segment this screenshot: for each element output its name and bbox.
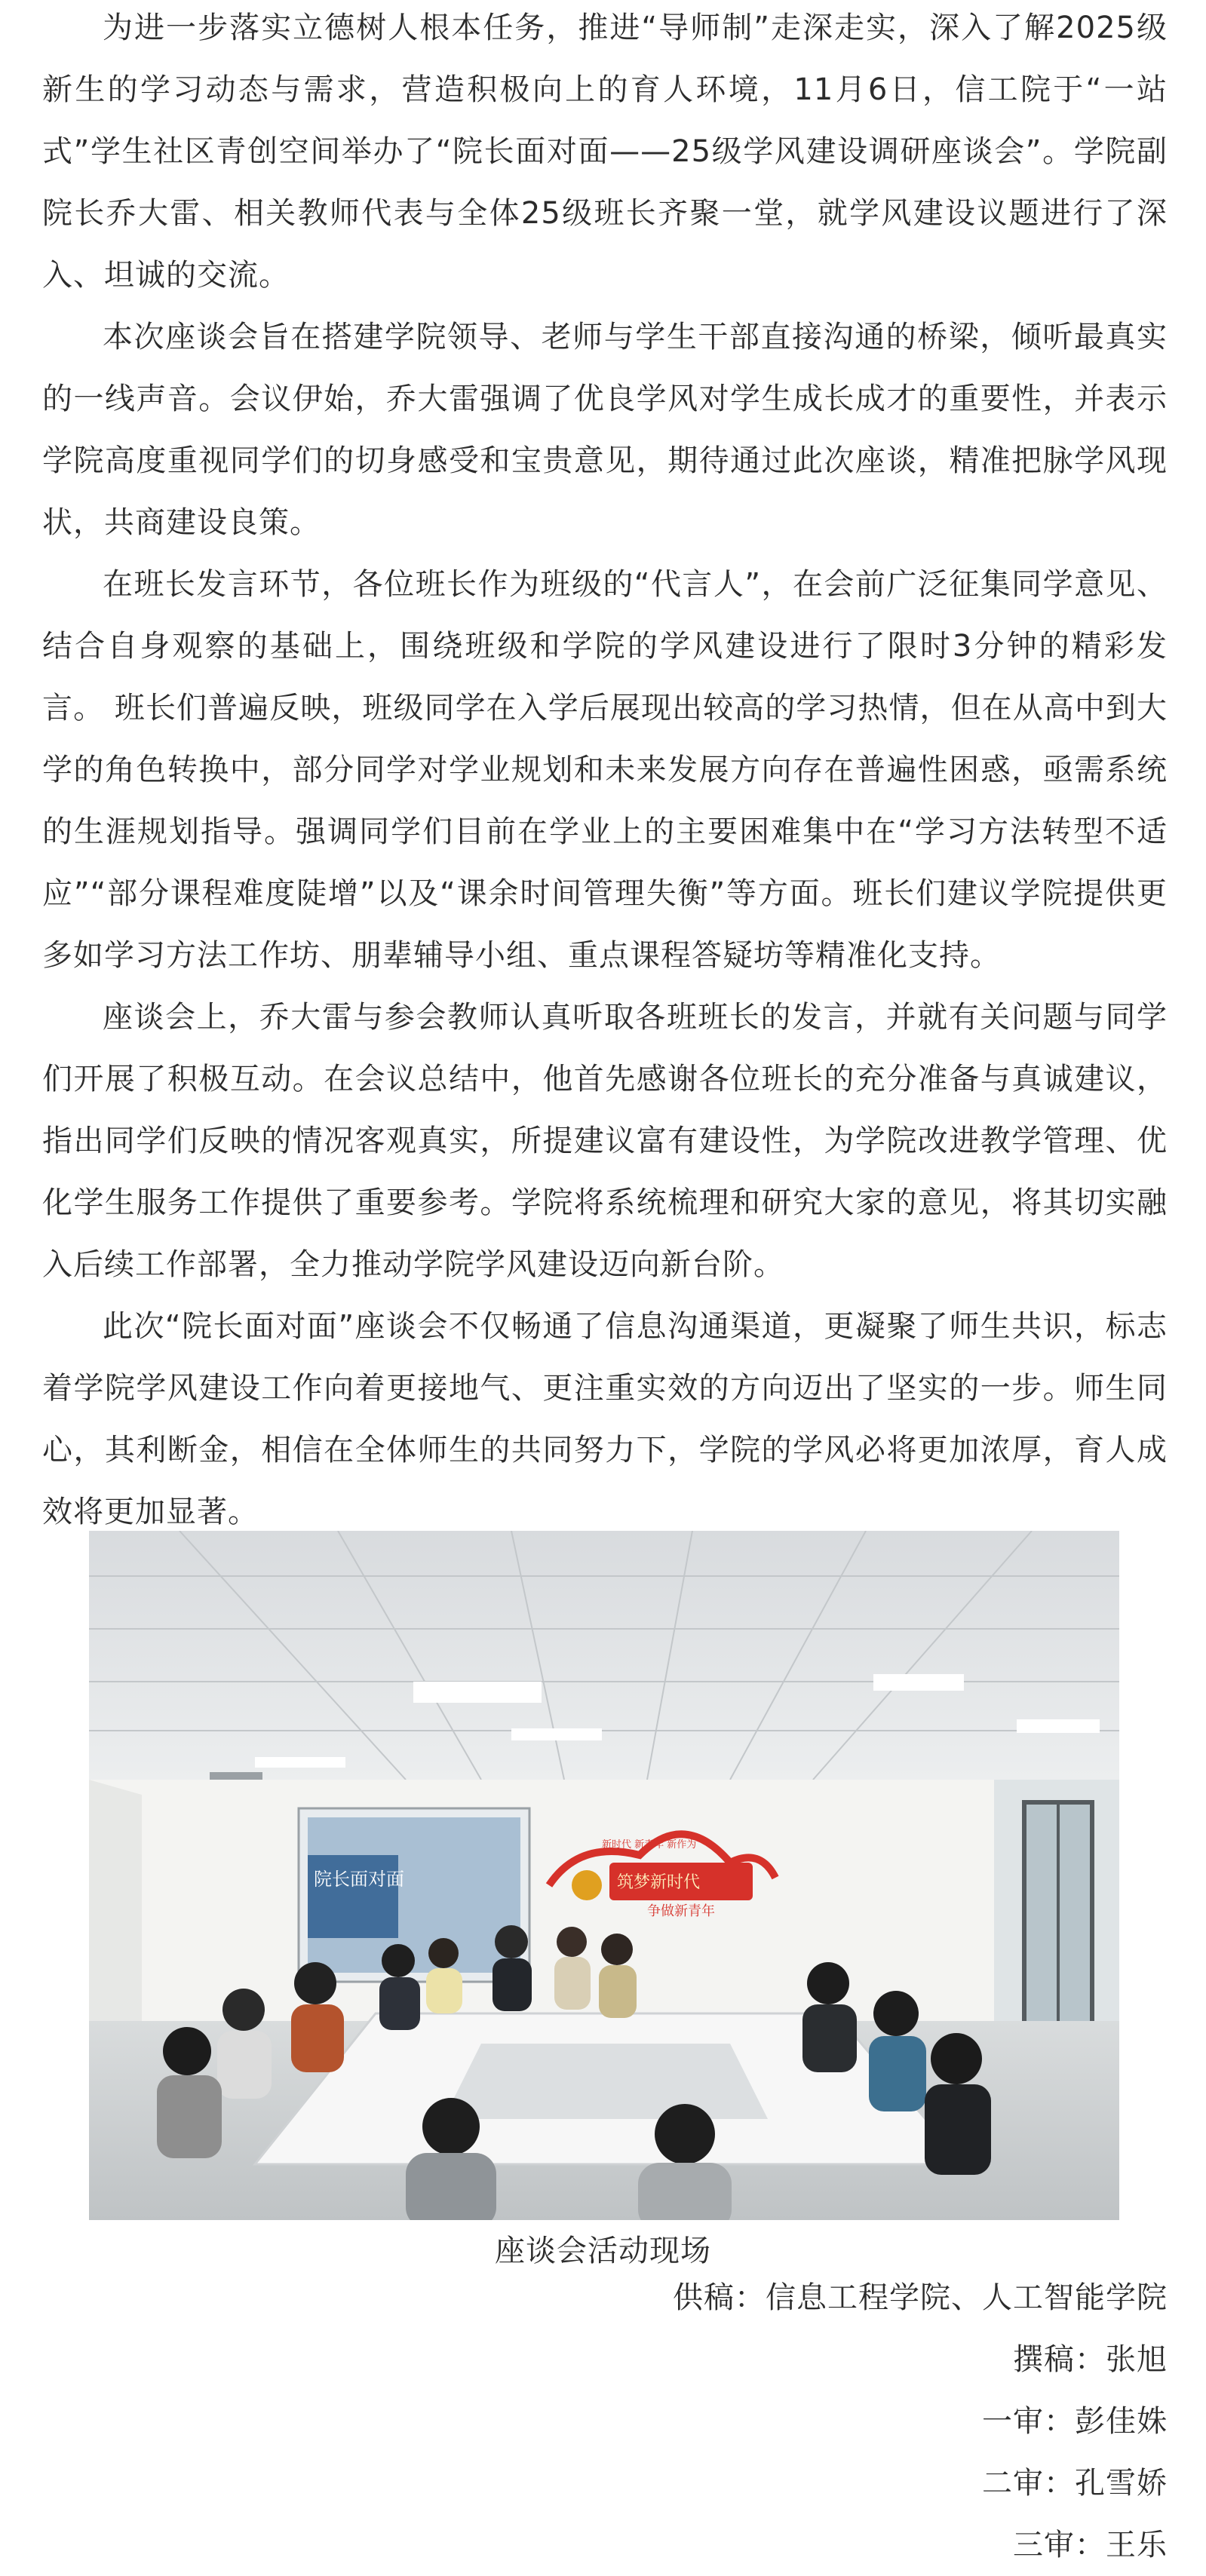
paragraph-intro: 为进一步落实立德树人根本任务，推进“导师制”走深走实，深入了解2025级新生的学习动态与需求，营造积极向上的育人环境，11月6日，信工院于“一站式”学生社区青创空间举办了“院长面对面——25级学风建设调研座谈会”。学院副院长乔大雷、相关教师代表与全体25级班长齐聚一堂，就学风建设议题进行了深入、坦诚的交流。: [42, 11, 1168, 293]
paragraph-purpose: 本次座谈会旨在搭建学院领导、老师与学生干部直接沟通的桥梁，倾听最真实的一线声音。会议伊始，乔大雷强调了优良学风对学生成长成才的重要性，并表示学院高度重视同学们的切身感受和宝贵意见，期待通过此次座谈，精准把脉学风现状，共商建设良策。: [42, 320, 1168, 540]
svg-text:新时代 新青年 新作为: 新时代 新青年 新作为: [602, 1839, 697, 1851]
meeting-room-illustration: [89, 1531, 1119, 2220]
credits-block: [673, 2267, 1168, 2576]
screen-title: 院长面对面: [314, 1869, 404, 1890]
paragraph-monitor-speeches: 在班长发言环节，各位班长作为班级的“代言人”，在会前广泛征集同学意见、结合自身观察的基础上，围绕班级和学院的学风建设进行了限时3分钟的精彩发言。 班长们普遍反映，班级同学在入学后展现出较高的学习热情，但在从高中到大学的角色转换中，部分同学对学业规划和未来发展方向存在普遍性困惑，亟需系统的生涯规划指导。强调同学们目前在学业上的主要困难集中在“学习方法转型不适应”“部分课程难度陡增”以及“课余时间管理失衡”等方面。班长们建议学院提供更多如学习方法工作坊、朋辈辅导小组、重点课程答疑坊等精准化支持。: [42, 567, 1168, 973]
credit-second-review: 二审：孔雪娇: [982, 2466, 1168, 2501]
paragraph-conclusion: 此次“院长面对面”座谈会不仅畅通了信息沟通渠道，更凝聚了师生共识，标志着学院学风建设工作向着更接地气、更注重实效的方向迈出了坚实的一步。师生同心，其利断金，相信在全体师生的共同努力下，学院的学风必将更加浓厚，育人成效将更加显著。: [42, 1309, 1168, 1529]
credit-contributor: 供稿：信息工程学院、人工智能学院: [673, 2280, 1168, 2315]
ceiling-light: [511, 1728, 602, 1740]
ceiling: [89, 1531, 1119, 1780]
photo-caption: 座谈会活动现场: [495, 2234, 711, 2268]
credit-third-review: 三审：王乐: [1013, 2528, 1168, 2562]
ceiling-light: [413, 1682, 542, 1703]
ceiling-light: [255, 1757, 345, 1768]
svg-text:争做新青年: 争做新青年: [647, 1903, 715, 1919]
article-body: [42, 0, 1168, 1543]
ceiling-light: [1017, 1719, 1100, 1733]
credit-first-review: 一审：彭佳姝: [982, 2404, 1168, 2439]
ceiling-light: [873, 1674, 964, 1691]
credit-writer: 撰稿：张旭: [1013, 2342, 1168, 2377]
svg-text:筑梦新时代: 筑梦新时代: [617, 1873, 701, 1892]
paragraph-summary: 座谈会上，乔大雷与参会教师认真听取各班班长的发言，并就有关问题与同学们开展了积极互动。在会议总结中，他首先感谢各位班长的充分准备与真诚建议，指出同学们反映的情况客观真实，所提建议富有建设性，为学院改进教学管理、优化学生服务工作提供了重要参考。学院将系统梳理和研究大家的意见，将其切实融入后续工作部署，全力推动学院学风建设迈向新台阶。: [42, 1000, 1168, 1282]
table-center-gap: [443, 2044, 768, 2119]
event-photo: [89, 1531, 1119, 2220]
